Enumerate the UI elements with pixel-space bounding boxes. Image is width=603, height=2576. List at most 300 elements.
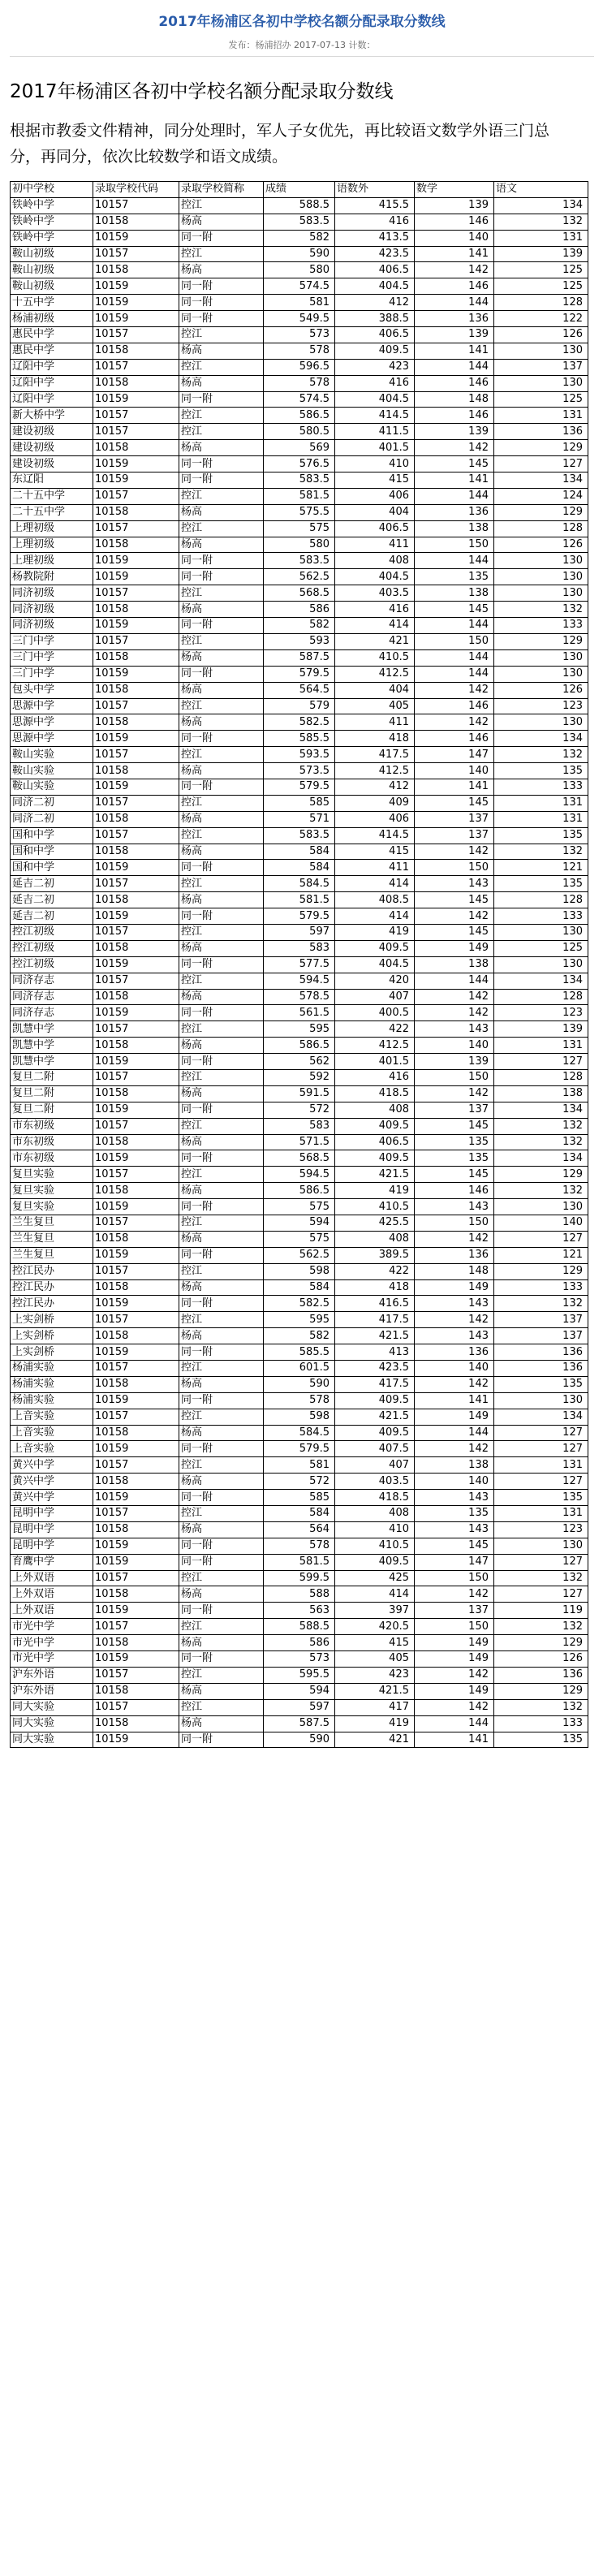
cell-cme: 421	[335, 1732, 415, 1748]
cell-chinese: 129	[494, 1635, 588, 1651]
cell-cme: 410	[335, 456, 415, 472]
cell-school: 三门中学	[11, 666, 93, 682]
cell-code: 10159	[93, 618, 179, 634]
col-header-chinese: 语文	[494, 182, 588, 198]
cell-short-name: 同一附	[179, 1554, 264, 1570]
cell-chinese: 123	[494, 698, 588, 714]
cell-short-name: 同一附	[179, 1102, 264, 1118]
table-row	[11, 1409, 588, 1425]
cell-math: 141	[415, 246, 494, 262]
cell-chinese: 140	[494, 1215, 588, 1232]
cell-chinese: 130	[494, 714, 588, 731]
table-row	[11, 327, 588, 343]
cell-code: 10159	[93, 1054, 179, 1070]
cell-score: 581	[264, 1457, 335, 1474]
cell-short-name: 控江	[179, 1457, 264, 1474]
cell-cme: 417.5	[335, 1376, 415, 1392]
cell-cme: 403.5	[335, 1474, 415, 1490]
cell-chinese: 135	[494, 1732, 588, 1748]
table-row	[11, 698, 588, 714]
cell-cme: 412.5	[335, 763, 415, 779]
cell-code: 10158	[93, 602, 179, 618]
table-row	[11, 197, 588, 214]
cell-code: 10157	[93, 1118, 179, 1134]
cell-chinese: 130	[494, 1199, 588, 1215]
cell-math: 144	[415, 553, 494, 569]
cell-short-name: 同一附	[179, 295, 264, 311]
cell-school: 国和中学	[11, 827, 93, 844]
cell-score: 593	[264, 633, 335, 649]
cell-score: 584	[264, 1506, 335, 1522]
cell-chinese: 130	[494, 375, 588, 391]
cell-score: 597	[264, 1699, 335, 1715]
cell-chinese: 133	[494, 1715, 588, 1732]
cell-score: 587.5	[264, 649, 335, 666]
cell-score: 595	[264, 1021, 335, 1038]
cell-code: 10158	[93, 940, 179, 956]
cell-short-name: 同一附	[179, 1651, 264, 1668]
cell-short-name: 控江	[179, 1263, 264, 1279]
cell-score: 590	[264, 1732, 335, 1748]
cell-math: 146	[415, 214, 494, 230]
cell-code: 10157	[93, 973, 179, 989]
cell-short-name: 杨高	[179, 989, 264, 1005]
cell-school: 鞍山实验	[11, 747, 93, 763]
cell-math: 144	[415, 649, 494, 666]
cell-short-name: 控江	[179, 488, 264, 504]
cell-math: 139	[415, 424, 494, 440]
cell-score: 581.5	[264, 488, 335, 504]
table-row	[11, 408, 588, 424]
cell-cme: 407.5	[335, 1441, 415, 1457]
table-row	[11, 1215, 588, 1232]
cell-code: 10159	[93, 1490, 179, 1506]
cell-score: 584	[264, 844, 335, 860]
cell-school: 同济初级	[11, 602, 93, 618]
cell-chinese: 123	[494, 1005, 588, 1021]
cell-cme: 417.5	[335, 747, 415, 763]
cell-chinese: 124	[494, 488, 588, 504]
table-row	[11, 553, 588, 569]
cell-math: 142	[415, 1085, 494, 1102]
cell-short-name: 控江	[179, 1069, 264, 1085]
cell-short-name: 杨高	[179, 844, 264, 860]
cell-cme: 415	[335, 472, 415, 489]
cell-chinese: 136	[494, 424, 588, 440]
cell-short-name: 杨高	[179, 1279, 264, 1296]
cell-math: 142	[415, 1376, 494, 1392]
cell-cme: 409.5	[335, 1554, 415, 1570]
cell-school: 延吉二初	[11, 908, 93, 925]
cell-cme: 414	[335, 1586, 415, 1603]
cell-code: 10158	[93, 892, 179, 908]
cell-short-name: 同一附	[179, 456, 264, 472]
cell-school: 育鹰中学	[11, 1554, 93, 1570]
table-row	[11, 682, 588, 698]
cell-code: 10158	[93, 1425, 179, 1441]
cell-short-name: 杨高	[179, 682, 264, 698]
cell-cme: 406	[335, 488, 415, 504]
cell-chinese: 126	[494, 1651, 588, 1668]
cell-chinese: 136	[494, 1344, 588, 1361]
table-row	[11, 1021, 588, 1038]
cell-school: 杨浦实验	[11, 1361, 93, 1377]
cell-chinese: 128	[494, 520, 588, 537]
cell-short-name: 控江	[179, 424, 264, 440]
cell-math: 142	[415, 1667, 494, 1683]
table-row	[11, 1425, 588, 1441]
cell-score: 578	[264, 375, 335, 391]
cell-score: 561.5	[264, 1005, 335, 1021]
cell-code: 10159	[93, 1603, 179, 1619]
cell-cme: 421.5	[335, 1167, 415, 1183]
cell-score: 575	[264, 520, 335, 537]
table-body	[11, 197, 588, 1748]
cell-math: 142	[415, 1312, 494, 1328]
cell-cme: 423	[335, 1667, 415, 1683]
cell-cme: 409.5	[335, 1150, 415, 1167]
cell-code: 10157	[93, 1263, 179, 1279]
cell-code: 10158	[93, 1328, 179, 1344]
cell-cme: 409.5	[335, 1425, 415, 1441]
cell-school: 凯慧中学	[11, 1021, 93, 1038]
cell-school: 同济二初	[11, 795, 93, 811]
cell-short-name: 控江	[179, 924, 264, 940]
cell-short-name: 杨高	[179, 343, 264, 359]
cell-chinese: 129	[494, 1683, 588, 1699]
cell-school: 二十五中学	[11, 488, 93, 504]
table-row	[11, 844, 588, 860]
cell-short-name: 杨高	[179, 649, 264, 666]
cell-school: 复旦实验	[11, 1183, 93, 1199]
cell-code: 10158	[93, 1231, 179, 1247]
cell-score: 575.5	[264, 504, 335, 520]
cell-score: 584	[264, 1279, 335, 1296]
cell-score: 585.5	[264, 1344, 335, 1361]
cell-school: 同济存志	[11, 1005, 93, 1021]
cell-short-name: 同一附	[179, 1603, 264, 1619]
cell-short-name: 控江	[179, 747, 264, 763]
cell-code: 10157	[93, 1457, 179, 1474]
cell-short-name: 同一附	[179, 860, 264, 876]
cell-school: 辽阳中学	[11, 359, 93, 375]
cell-score: 573.5	[264, 763, 335, 779]
page-title: 2017年杨浦区各初中学校名额分配录取分数线	[158, 14, 446, 30]
table-row	[11, 747, 588, 763]
cell-code: 10159	[93, 1441, 179, 1457]
cell-school: 凯慧中学	[11, 1054, 93, 1070]
table-row	[11, 795, 588, 811]
cell-school: 市光中学	[11, 1619, 93, 1635]
cell-cme: 408.5	[335, 892, 415, 908]
cell-score: 580	[264, 262, 335, 278]
table-row	[11, 1183, 588, 1199]
cell-math: 136	[415, 1247, 494, 1263]
cell-math: 137	[415, 1603, 494, 1619]
cell-chinese: 127	[494, 1554, 588, 1570]
cell-short-name: 杨高	[179, 1231, 264, 1247]
cell-chinese: 127	[494, 1586, 588, 1603]
cell-chinese: 136	[494, 1361, 588, 1377]
cell-code: 10159	[93, 295, 179, 311]
cell-chinese: 122	[494, 311, 588, 327]
cell-school: 包头中学	[11, 682, 93, 698]
cell-math: 149	[415, 1683, 494, 1699]
cell-chinese: 130	[494, 666, 588, 682]
cell-cme: 419	[335, 1183, 415, 1199]
table-row	[11, 1490, 588, 1506]
cell-cme: 408	[335, 553, 415, 569]
cell-school: 杨浦实验	[11, 1376, 93, 1392]
cell-chinese: 132	[494, 214, 588, 230]
table-row	[11, 1376, 588, 1392]
cell-math: 141	[415, 779, 494, 795]
cell-chinese: 129	[494, 440, 588, 456]
cell-short-name: 控江	[179, 1021, 264, 1038]
cell-code: 10157	[93, 488, 179, 504]
cell-score: 573	[264, 327, 335, 343]
cell-code: 10158	[93, 343, 179, 359]
table-row	[11, 1538, 588, 1554]
cell-score: 568.5	[264, 1150, 335, 1167]
cell-cme: 401.5	[335, 440, 415, 456]
cell-cme: 416	[335, 214, 415, 230]
cell-math: 149	[415, 1635, 494, 1651]
cell-score: 582	[264, 230, 335, 246]
table-row	[11, 633, 588, 649]
cell-score: 598	[264, 1409, 335, 1425]
cell-code: 10158	[93, 504, 179, 520]
cell-short-name: 同一附	[179, 472, 264, 489]
cell-short-name: 同一附	[179, 311, 264, 327]
cell-chinese: 130	[494, 569, 588, 585]
cell-cme: 421	[335, 633, 415, 649]
cell-score: 585	[264, 1490, 335, 1506]
cell-short-name: 控江	[179, 827, 264, 844]
table-row	[11, 1102, 588, 1118]
cell-school: 凯慧中学	[11, 1038, 93, 1054]
cell-short-name: 同一附	[179, 553, 264, 569]
cell-school: 复旦实验	[11, 1199, 93, 1215]
table-row	[11, 1554, 588, 1570]
table-row	[11, 1247, 588, 1263]
cell-chinese: 136	[494, 1667, 588, 1683]
cell-chinese: 131	[494, 795, 588, 811]
table-row	[11, 1005, 588, 1021]
cell-short-name: 控江	[179, 246, 264, 262]
cell-school: 上实剑桥	[11, 1328, 93, 1344]
cell-score: 581	[264, 295, 335, 311]
cell-cme: 404.5	[335, 391, 415, 408]
cell-score: 562.5	[264, 569, 335, 585]
cell-math: 141	[415, 472, 494, 489]
cell-math: 148	[415, 1263, 494, 1279]
cell-code: 10159	[93, 1344, 179, 1361]
table-row	[11, 456, 588, 472]
cell-chinese: 128	[494, 989, 588, 1005]
cell-score: 586.5	[264, 408, 335, 424]
cell-short-name: 杨高	[179, 940, 264, 956]
cell-chinese: 133	[494, 779, 588, 795]
cell-score: 582	[264, 618, 335, 634]
cell-math: 143	[415, 1490, 494, 1506]
cell-cme: 410.5	[335, 1199, 415, 1215]
cell-math: 139	[415, 1054, 494, 1070]
table-row	[11, 892, 588, 908]
cell-school: 上音实验	[11, 1409, 93, 1425]
cell-cme: 414.5	[335, 408, 415, 424]
cell-score: 585.5	[264, 731, 335, 747]
cell-short-name: 控江	[179, 1506, 264, 1522]
cell-chinese: 134	[494, 1102, 588, 1118]
cell-short-name: 杨高	[179, 1715, 264, 1732]
cell-cme: 412.5	[335, 1038, 415, 1054]
cell-math: 150	[415, 1570, 494, 1586]
cell-score: 581.5	[264, 892, 335, 908]
cell-math: 135	[415, 569, 494, 585]
cell-cme: 423	[335, 359, 415, 375]
cell-math: 143	[415, 1021, 494, 1038]
cell-short-name: 杨高	[179, 375, 264, 391]
cell-short-name: 同一附	[179, 391, 264, 408]
cell-school: 铁岭中学	[11, 197, 93, 214]
table-row	[11, 731, 588, 747]
cell-short-name: 杨高	[179, 1586, 264, 1603]
cell-cme: 413.5	[335, 230, 415, 246]
cell-cme: 419	[335, 924, 415, 940]
cell-school: 控江民办	[11, 1296, 93, 1312]
cell-code: 10157	[93, 1699, 179, 1715]
cell-school: 新大桥中学	[11, 408, 93, 424]
cell-code: 10157	[93, 747, 179, 763]
cell-math: 138	[415, 1457, 494, 1474]
cell-code: 10157	[93, 1167, 179, 1183]
cell-chinese: 132	[494, 1570, 588, 1586]
cell-short-name: 同一附	[179, 1150, 264, 1167]
cell-school: 国和中学	[11, 860, 93, 876]
cell-school: 鞍山初级	[11, 262, 93, 278]
cell-school: 同济存志	[11, 989, 93, 1005]
table-row	[11, 1263, 588, 1279]
cell-chinese: 130	[494, 585, 588, 602]
cell-school: 同大实验	[11, 1715, 93, 1732]
cell-score: 584.5	[264, 876, 335, 892]
cell-school: 同济初级	[11, 585, 93, 602]
cell-school: 杨教院附	[11, 569, 93, 585]
cell-cme: 406.5	[335, 520, 415, 537]
cell-short-name: 杨高	[179, 1134, 264, 1150]
cell-chinese: 125	[494, 391, 588, 408]
cell-school: 东辽阳	[11, 472, 93, 489]
cell-school: 上理初级	[11, 520, 93, 537]
cell-score: 579	[264, 698, 335, 714]
cell-code: 10157	[93, 876, 179, 892]
cell-chinese: 126	[494, 537, 588, 553]
cell-code: 10157	[93, 1506, 179, 1522]
cell-short-name: 同一附	[179, 1296, 264, 1312]
cell-score: 586.5	[264, 1038, 335, 1054]
cell-code: 10157	[93, 1361, 179, 1377]
cell-math: 145	[415, 1118, 494, 1134]
table-row	[11, 246, 588, 262]
cell-chinese: 137	[494, 359, 588, 375]
table-row	[11, 1506, 588, 1522]
cell-chinese: 126	[494, 682, 588, 698]
cell-chinese: 131	[494, 1457, 588, 1474]
cell-school: 上音实验	[11, 1441, 93, 1457]
table-row	[11, 1457, 588, 1474]
cell-short-name: 杨高	[179, 504, 264, 520]
cell-cme: 409.5	[335, 343, 415, 359]
table-row	[11, 1344, 588, 1361]
table-row	[11, 1085, 588, 1102]
cell-chinese: 131	[494, 230, 588, 246]
cell-short-name: 同一附	[179, 1490, 264, 1506]
cell-cme: 418	[335, 1279, 415, 1296]
cell-chinese: 127	[494, 1231, 588, 1247]
cell-short-name: 杨高	[179, 440, 264, 456]
col-header-cme: 语数外	[335, 182, 415, 198]
cell-cme: 389.5	[335, 1247, 415, 1263]
cell-short-name: 控江	[179, 1619, 264, 1635]
cell-school: 同大实验	[11, 1732, 93, 1748]
cell-school: 杨浦实验	[11, 1392, 93, 1409]
cell-chinese: 127	[494, 1441, 588, 1457]
cell-code: 10158	[93, 1521, 179, 1538]
cell-math: 146	[415, 731, 494, 747]
cell-code: 10157	[93, 246, 179, 262]
cell-score: 549.5	[264, 311, 335, 327]
cell-cme: 418.5	[335, 1490, 415, 1506]
cell-score: 575	[264, 1231, 335, 1247]
cell-math: 142	[415, 1441, 494, 1457]
cell-math: 138	[415, 585, 494, 602]
cell-code: 10159	[93, 1392, 179, 1409]
cell-short-name: 同一附	[179, 618, 264, 634]
cell-school: 三门中学	[11, 633, 93, 649]
cell-short-name: 同一附	[179, 1732, 264, 1748]
cell-code: 10158	[93, 714, 179, 731]
cell-chinese: 126	[494, 327, 588, 343]
table-row	[11, 472, 588, 489]
cell-code: 10158	[93, 1635, 179, 1651]
cell-short-name: 杨高	[179, 1085, 264, 1102]
cell-math: 142	[415, 1586, 494, 1603]
cell-code: 10158	[93, 1183, 179, 1199]
cell-short-name: 控江	[179, 698, 264, 714]
cell-math: 149	[415, 1279, 494, 1296]
cell-score: 584.5	[264, 1425, 335, 1441]
cell-school: 控江初级	[11, 956, 93, 973]
cell-math: 139	[415, 197, 494, 214]
cell-code: 10157	[93, 327, 179, 343]
cell-short-name: 杨高	[179, 1038, 264, 1054]
cell-cme: 411	[335, 860, 415, 876]
table-row	[11, 956, 588, 973]
cell-cme: 408	[335, 1506, 415, 1522]
cell-chinese: 132	[494, 1619, 588, 1635]
cell-school: 市东初级	[11, 1118, 93, 1134]
cell-math: 142	[415, 262, 494, 278]
cell-school: 沪东外语	[11, 1683, 93, 1699]
cell-math: 143	[415, 1328, 494, 1344]
cell-code: 10159	[93, 731, 179, 747]
table-row	[11, 763, 588, 779]
cell-short-name: 控江	[179, 1409, 264, 1425]
cell-score: 571	[264, 811, 335, 827]
table-row	[11, 1619, 588, 1635]
cell-chinese: 125	[494, 940, 588, 956]
